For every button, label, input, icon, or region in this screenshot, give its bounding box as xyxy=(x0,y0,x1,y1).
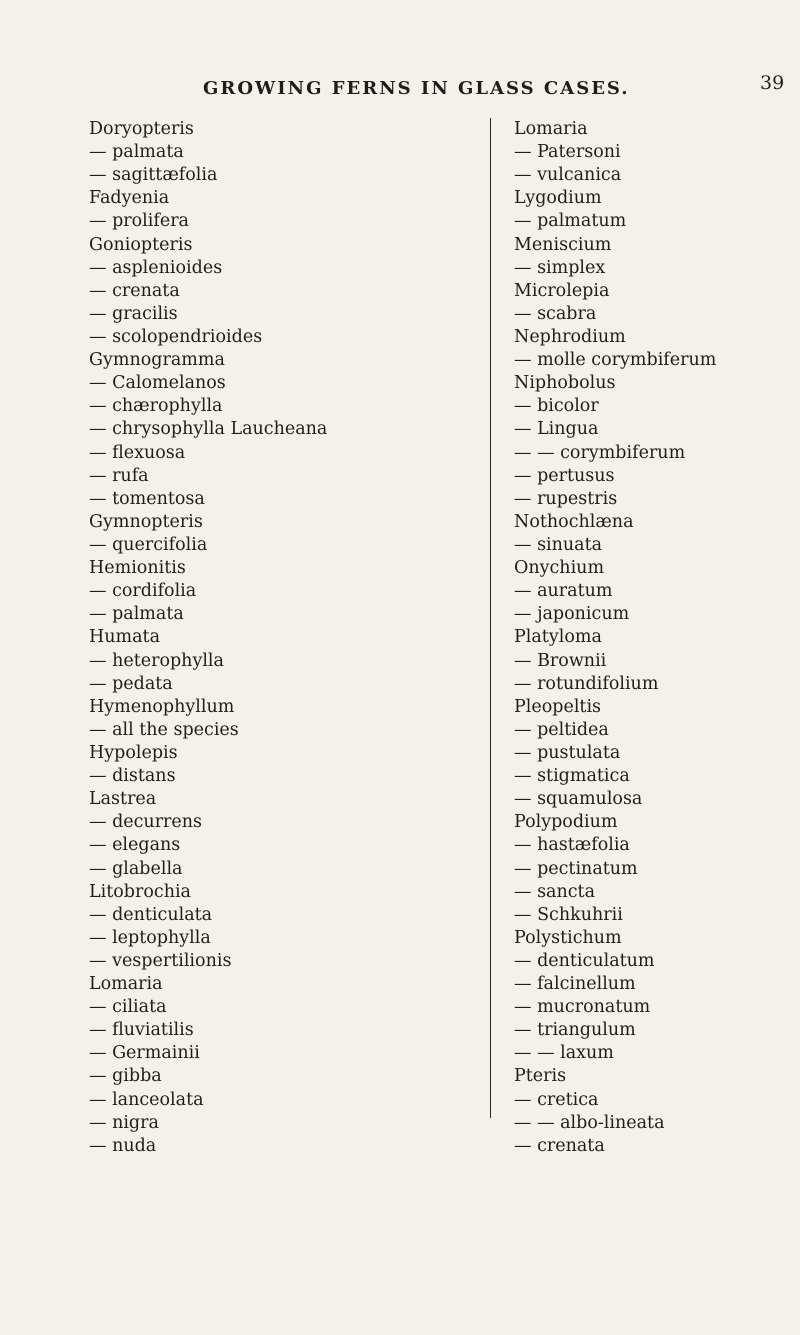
fern-list-item: — scabra xyxy=(514,303,597,324)
fern-list-item: — pustulata xyxy=(514,742,621,763)
running-title: GROWING FERNS IN GLASS CASES. xyxy=(203,78,630,99)
fern-list-item: — scolopendrioides xyxy=(89,326,263,347)
fern-list-item: — gracilis xyxy=(89,303,178,324)
fern-list-item: — asplenioides xyxy=(89,257,223,278)
fern-list-item: Pteris xyxy=(514,1066,567,1087)
fern-list-item: Goniopteris xyxy=(89,234,193,255)
fern-list-item: Lastrea xyxy=(89,789,157,810)
fern-list-item: — — laxum xyxy=(514,1043,614,1064)
fern-list-item: — sinuata xyxy=(514,534,603,555)
fern-list-item: — falcinellum xyxy=(514,974,636,995)
fern-list-item: Nothochlæna xyxy=(514,511,634,532)
fern-list-item: Hymenophyllum xyxy=(89,696,235,717)
fern-list-item: — sagittæfolia xyxy=(89,165,218,186)
fern-list-item: Gymnopteris xyxy=(89,511,203,532)
fern-list-item: — palmatum xyxy=(514,211,627,232)
fern-list-item: — — albo-lineata xyxy=(514,1112,665,1133)
fern-list-item: Onychium xyxy=(514,558,605,579)
fern-list-item: — decurrens xyxy=(89,812,203,833)
right-column xyxy=(514,118,794,1158)
fern-list-item: — rotundifolium xyxy=(514,673,659,694)
fern-list-item: Meniscium xyxy=(514,234,612,255)
fern-list-item: — denticulata xyxy=(89,904,213,925)
fern-list-item: — stigmatica xyxy=(514,766,630,787)
fern-list-item: — Lingua xyxy=(514,419,599,440)
fern-list-item: — denticulatum xyxy=(514,950,655,971)
fern-list-item: — japonicum xyxy=(514,604,630,625)
left-column xyxy=(89,118,469,1158)
fern-list-item: — chrysophylla Laucheana xyxy=(89,419,328,440)
fern-list-item: Polystichum xyxy=(514,927,622,948)
fern-list-item: — palmata xyxy=(89,142,184,163)
fern-list-item: — elegans xyxy=(89,835,181,856)
fern-list-item: — quercifolia xyxy=(89,534,208,555)
fern-list-item: — nuda xyxy=(89,1135,157,1156)
fern-list-item: Microlepia xyxy=(514,280,610,301)
fern-list-item: — fluviatilis xyxy=(89,1020,194,1041)
fern-list-item: Lygodium xyxy=(514,188,602,209)
fern-list-item: Litobrochia xyxy=(89,881,191,902)
fern-list-item: — sancta xyxy=(514,881,596,902)
fern-list-item: Hypolepis xyxy=(89,742,178,763)
fern-list-item: — rufa xyxy=(89,465,149,486)
fern-list-item: — tomentosa xyxy=(89,488,205,509)
fern-list-item: — ciliata xyxy=(89,997,167,1018)
fern-list-item: — peltidea xyxy=(514,719,609,740)
fern-list-item: Polypodium xyxy=(514,812,618,833)
fern-list-item: — prolifera xyxy=(89,211,189,232)
fern-list-item: Hemionitis xyxy=(89,558,186,579)
page-header xyxy=(0,72,800,108)
fern-list-item: — Schkuhrii xyxy=(514,904,623,925)
fern-list-item: — — corymbiferum xyxy=(514,442,686,463)
fern-list-item: — heterophylla xyxy=(89,650,224,671)
fern-list-item: — Germainii xyxy=(89,1043,200,1064)
fern-list-item: — squamulosa xyxy=(514,789,643,810)
fern-list-item: — all the species xyxy=(89,719,239,740)
fern-list-item: — simplex xyxy=(514,257,606,278)
fern-list-item: — distans xyxy=(89,766,176,787)
fern-list-item: — bicolor xyxy=(514,396,599,417)
fern-list-item: Platyloma xyxy=(514,627,602,648)
fern-list-item: — Patersoni xyxy=(514,142,621,163)
fern-list-item: — crenata xyxy=(89,280,180,301)
fern-list-item: — pectinatum xyxy=(514,858,638,879)
fern-list-item: — gibba xyxy=(89,1066,162,1087)
fern-list-item: Humata xyxy=(89,627,161,648)
fern-list-item: — glabella xyxy=(89,858,183,879)
fern-list-item: — hastæfolia xyxy=(514,835,630,856)
fern-list-item: — flexuosa xyxy=(89,442,186,463)
page-number: 39 xyxy=(760,72,785,94)
fern-list-item: Nephrodium xyxy=(514,326,626,347)
column-divider xyxy=(490,118,491,1118)
fern-list-item: Lomaria xyxy=(89,974,163,995)
fern-list-item: Lomaria xyxy=(514,119,588,139)
fern-list-item: — auratum xyxy=(514,581,613,602)
fern-list-item: — rupestris xyxy=(514,488,618,509)
fern-list-item: Gymnogramma xyxy=(89,350,225,371)
fern-list-item: — chærophylla xyxy=(89,396,223,417)
fern-list-item: — triangulum xyxy=(514,1020,636,1041)
fern-list-item: — crenata xyxy=(514,1135,605,1156)
fern-list-item: — Calomelanos xyxy=(89,373,226,394)
fern-list-item: Doryopteris xyxy=(89,119,194,139)
fern-list-item: — mucronatum xyxy=(514,997,651,1018)
fern-list-item: Fadyenia xyxy=(89,188,170,209)
fern-list-item: — leptophylla xyxy=(89,927,211,948)
fern-list-item: — cordifolia xyxy=(89,581,197,602)
fern-list-item: — molle corymbiferum xyxy=(514,350,717,371)
fern-list-item: Niphobolus xyxy=(514,373,616,394)
fern-list-item: — palmata xyxy=(89,604,184,625)
fern-list-item: Pleopeltis xyxy=(514,696,602,717)
fern-list-item: — pertusus xyxy=(514,465,615,486)
fern-list-item: — Brownii xyxy=(514,650,607,671)
fern-list-item: — cretica xyxy=(514,1089,599,1110)
fern-list-item: — vespertilionis xyxy=(89,950,232,971)
fern-list-item: — vulcanica xyxy=(514,165,622,186)
fern-list-item: — nigra xyxy=(89,1112,159,1133)
fern-list-item: — lanceolata xyxy=(89,1089,204,1110)
fern-list-item: — pedata xyxy=(89,673,173,694)
